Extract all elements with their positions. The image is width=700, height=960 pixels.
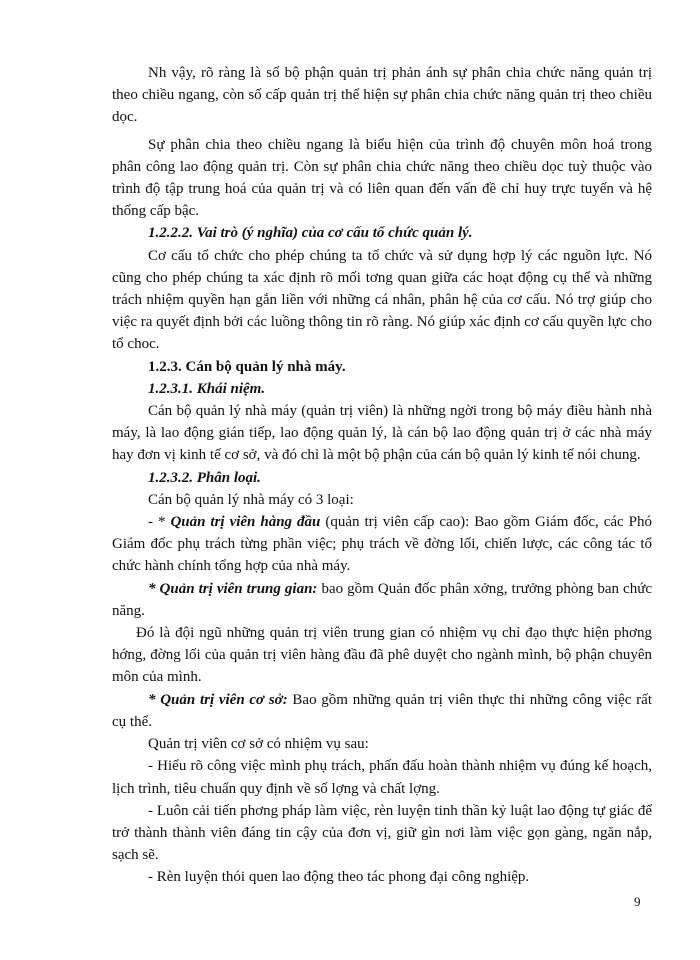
list-item bbox=[112, 578, 652, 622]
section-heading-1-2-3-2: 1.2.3.2. Phân loại. bbox=[148, 469, 261, 486]
list-item bbox=[112, 689, 652, 733]
paragraph: Quản trị viên cơ sở có nhiệm vụ sau: bbox=[148, 736, 369, 753]
paragraph-text: bao gồm Quản đốc phân xởng, trưởng phòng ban chức năng. bbox=[112, 580, 653, 619]
paragraph: Cán bộ quản lý nhà máy (quản trị viên) là những ngời trong bộ máy điều hành nhà máy, là lao động gián tiếp, lao động quản lý, là cán bộ lao động quản trị ở các nhà máy hay đơn vị kinh tế cơ sở, và đó chỉ là một bộ phận của cán bộ quản lý kinh tế nói chung. bbox=[112, 403, 652, 464]
emphasis-term: * Quản trị viên trung gian: bbox=[148, 580, 318, 597]
page-body bbox=[112, 62, 652, 889]
paragraph: Nh vậy, rõ ràng là số bộ phận quản trị phản ánh sự phân chia chức năng quản trị theo chiều ngang, còn số cấp quản trị thể hiện sự phân chia chức năng quản trị theo chiều dọc. bbox=[112, 65, 652, 126]
bullet-prefix: - * bbox=[148, 514, 171, 531]
paragraph: Đó là đội ngũ những quản trị viên trung gian có nhiệm vụ chỉ đạo thực hiện phơng hớng, đờng lối của quản trị viên hàng đầu đã phê duyệt cho ngành mình, bộ phận chuyên môn của mình. bbox=[112, 625, 652, 686]
paragraph: Sự phân chia theo chiều ngang là biểu hiện của trình độ chuyên môn hoá trong phân công lao động quản trị. Còn sự phân chia chức năng theo chiều dọc tuỳ thuộc vào trình độ tập trung hoá của quản trị và có liên quan đến vấn đề chỉ huy trực tuyến và hệ thống cấp bậc. bbox=[112, 136, 652, 220]
paragraph: Cán bộ quản lý nhà máy có 3 loại: bbox=[148, 491, 354, 508]
list-item bbox=[112, 511, 652, 578]
paragraph-text: (quản trị viên cấp cao): Bao gồm Giám đốc, các Phó Giám đốc phụ trách từng phần việc; phụ trách về đờng lối, chiến lược, các công tác tổ chức hành chính tổng hợp của nhà máy. bbox=[112, 514, 652, 575]
page-number: 9 bbox=[634, 894, 641, 909]
section-heading-1-2-3-1: 1.2.3.1. Khái niệm. bbox=[148, 380, 266, 397]
list-item: - Rèn luyện thói quen lao động theo tác phong đại công nghiệp. bbox=[148, 869, 530, 886]
emphasis-term: Quản trị viên hàng đầu bbox=[170, 514, 321, 531]
section-heading-1-2-3: 1.2.3. Cán bộ quản lý nhà máy. bbox=[148, 358, 346, 375]
list-item: - Hiểu rõ công việc mình phụ trách, phấn đấu hoàn thành nhiệm vụ đúng kế hoạch, lịch trình, tiêu chuẩn quy định về số lợng và chất lợng. bbox=[112, 758, 652, 797]
list-item: - Luôn cải tiến phơng pháp làm việc, rèn luyện tinh thần kỷ luật lao động tự giác để trở thành thành viên đáng tin cậy của đơn vị, giữ gìn nơi làm việc gọn gàng, ngăn nắp, sạch sẽ. bbox=[112, 802, 652, 864]
section-heading-1-2-2-2: 1.2.2.2. Vai trò (ý nghĩa) của cơ cấu tổ chức quản lý. bbox=[148, 225, 473, 242]
paragraph-text: Bao gồm những quản trị viên thực thi những công việc rất cụ thể. bbox=[112, 691, 652, 730]
paragraph: Cơ cấu tổ chức cho phép chúng ta tổ chức và sử dụng hợp lý các nguồn lực. Nó cũng cho phép chúng ta xác định rõ mối tơng quan giữa các hoạt động cụ thể và những trách nhiệm quyền hạn gắn liền với những cá nhân, phân hệ của cơ cấu. Nó trợ giúp cho việc ra quyết định bởi các luồng thông tin rõ ràng. Nó giúp xác định cơ cấu quyền lực cho tổ choc. bbox=[112, 247, 652, 353]
emphasis-term: * Quản trị viên cơ sở: bbox=[148, 691, 288, 708]
